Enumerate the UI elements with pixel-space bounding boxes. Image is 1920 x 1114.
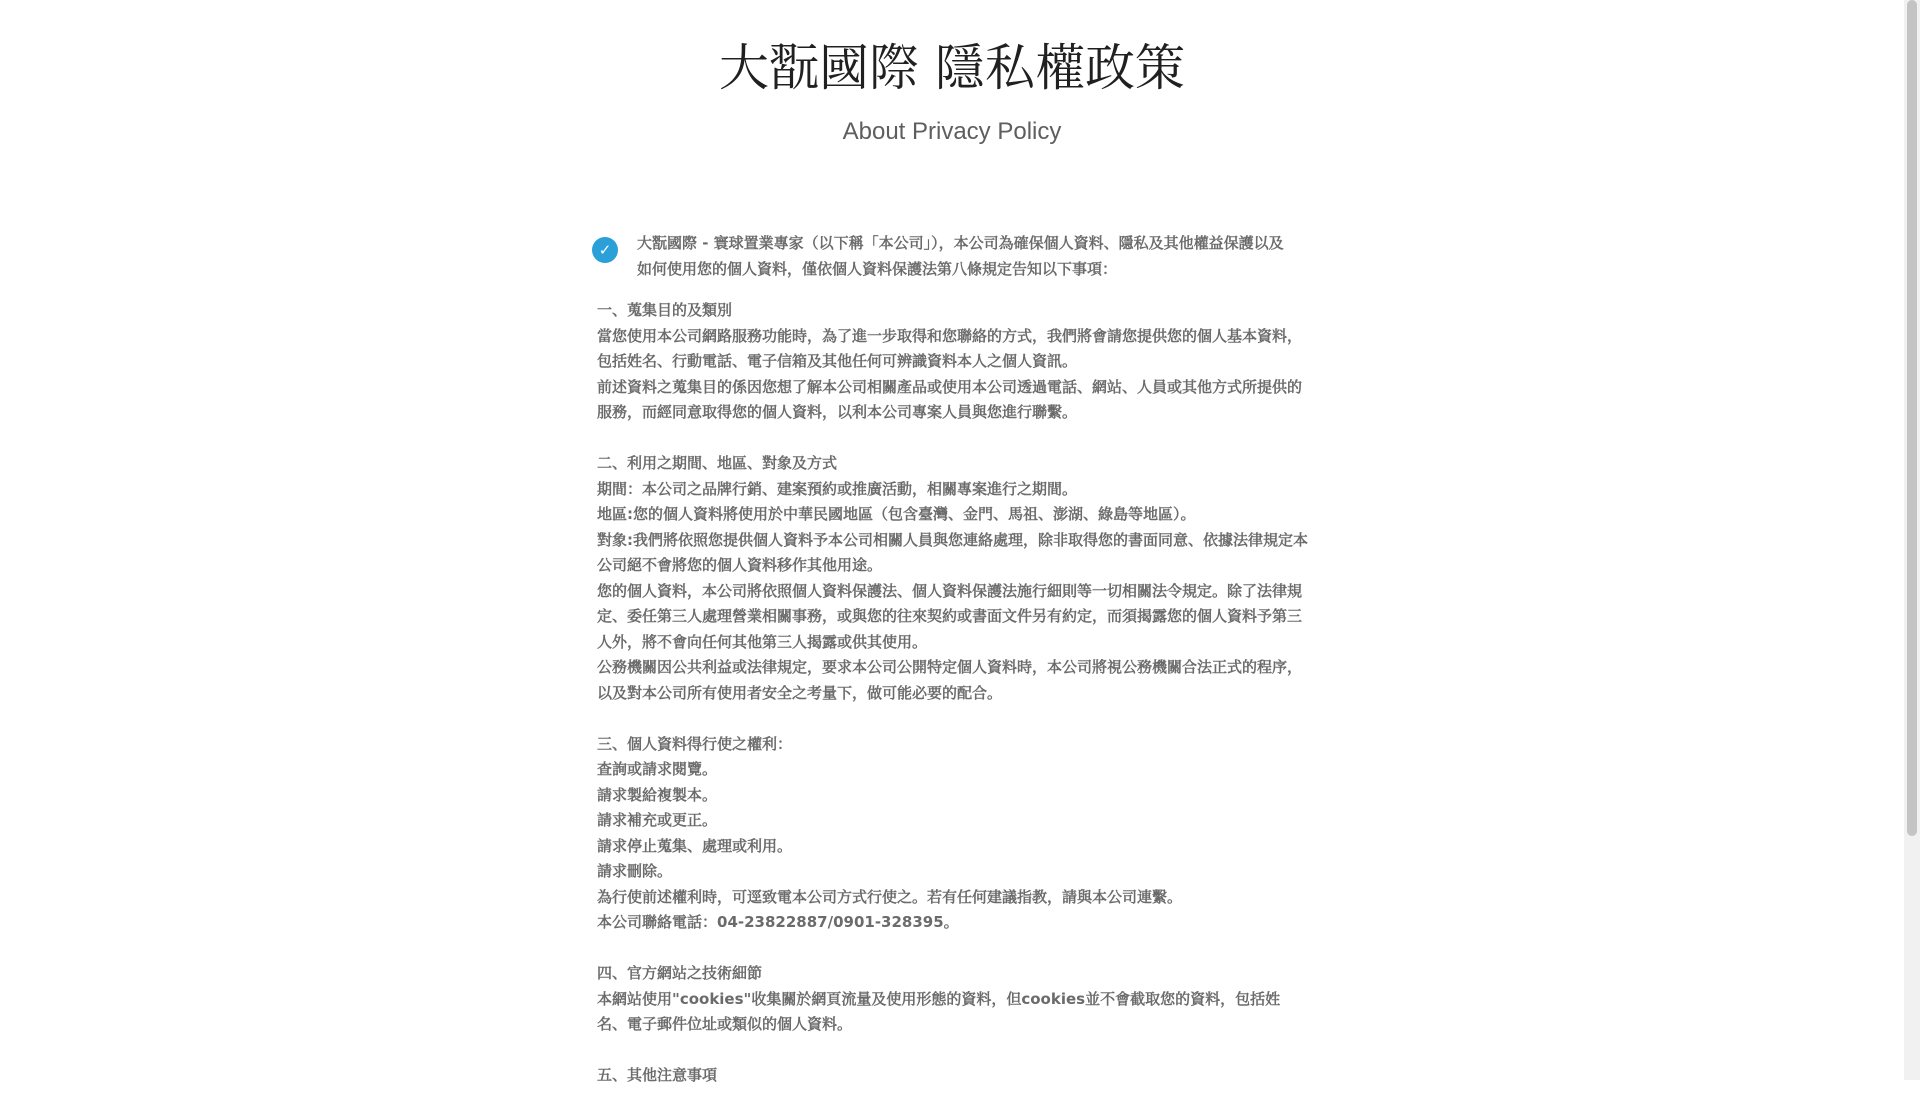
section-paragraph: 請求停止蒐集、處理或利用。 [597, 836, 793, 855]
section-paragraph: 您的個人資料，本公司將依照個人資料保護法、個人資料保護法施行細則等一切相關法令規定。除了法律規定、委任第三人處理營業相關事務，或與您的往來契約或書面文件另有約定，而須揭露您的個人資料予第三人外，將不會向任何其他第三人揭露或供其使用。 [597, 581, 1303, 651]
section-paragraph: 為行使前述權利時，可逕致電本公司方式行使之。若有任何建議指教，請與本公司連繫。 [597, 887, 1183, 906]
section-usage [597, 451, 1309, 706]
check-circle-icon: ✓ [592, 237, 618, 263]
section-paragraph: 請求補充或更正。 [597, 811, 718, 829]
section-paragraph: 請求刪除。 [597, 862, 673, 880]
page-subtitle: About Privacy Policy [842, 118, 1062, 145]
scrollbar-thumb[interactable] [1907, 0, 1917, 836]
section-paragraph: 對象:我們將依照您提供個人資料予本公司相關人員與您連絡處理，除非取得您的書面同意、依據法律規定本公司絕不會將您的個人資料移作其他用途。 [597, 530, 1309, 574]
section-paragraph: 期間：本公司之品牌行銷、建案預約或推廣活動，相關專案進行之期間。 [597, 479, 1078, 498]
section-heading: 三、個人資料得行使之權利： [597, 734, 793, 753]
section-paragraph: 公務機關因公共利益或法律規定，要求本公司公開特定個人資料時，本公司將視公務機關合法正式的程序，以及對本公司所有使用者安全之考量下，做可能必要的配合。 [597, 658, 1303, 702]
section-paragraph: 當您使用本公司網路服務功能時，為了進一步取得和您聯絡的方式，我們將會請您提供您的個人基本資料，包括姓名、行動電話、電子信箱及其他任何可辨識資料本人之個人資訊。 [597, 326, 1303, 370]
section-heading: 一、蒐集目的及類別 [597, 301, 733, 319]
section-technical [597, 961, 1309, 1038]
section-heading: 四、官方網站之技術細節 [597, 964, 763, 982]
intro-text: 大翫國際 - 寰球置業專家（以下稱「本公司」），本公司為確保個人資料、隱私及其他權益保護以及如何使用您的個人資料，僅依個人資料保護法第八條規定告知以下事項： [637, 234, 1284, 278]
section-paragraph: 本公司聯絡電話：04-23822887/0901-328395。 [597, 913, 959, 931]
section-paragraph: 本網站使用"cookies"收集關於網頁流量及使用形態的資料，但cookies並不會截取您的資料，包括姓名、電子郵件位址或類似的個人資料。 [597, 989, 1281, 1033]
section-paragraph: 地區:您的個人資料將使用於中華民國地區（包含臺灣、金門、馬祖、澎湖、綠島等地區）。 [597, 505, 1196, 523]
page-scrollbar[interactable] [1904, 0, 1920, 1080]
section-paragraph: 請求製給複製本。 [597, 785, 718, 804]
page-title: 大翫國際 隱私權政策 [719, 39, 1185, 97]
section-other [597, 1063, 1309, 1089]
policy-content [597, 298, 1309, 1114]
section-heading: 二、利用之期間、地區、對象及方式 [597, 454, 838, 472]
section-paragraph: 前述資料之蒐集目的係因您想了解本公司相關產品或使用本公司透過電話、網站、人員或其他方式所提供的服務，而經同意取得您的個人資料，以利本公司專案人員與您進行聯繫。 [597, 377, 1303, 421]
section-rights [597, 732, 1309, 936]
section-heading: 五、其他注意事項 [597, 1066, 718, 1084]
section-paragraph: 查詢或請求閱覽。 [597, 760, 718, 778]
section-collection [597, 298, 1309, 426]
